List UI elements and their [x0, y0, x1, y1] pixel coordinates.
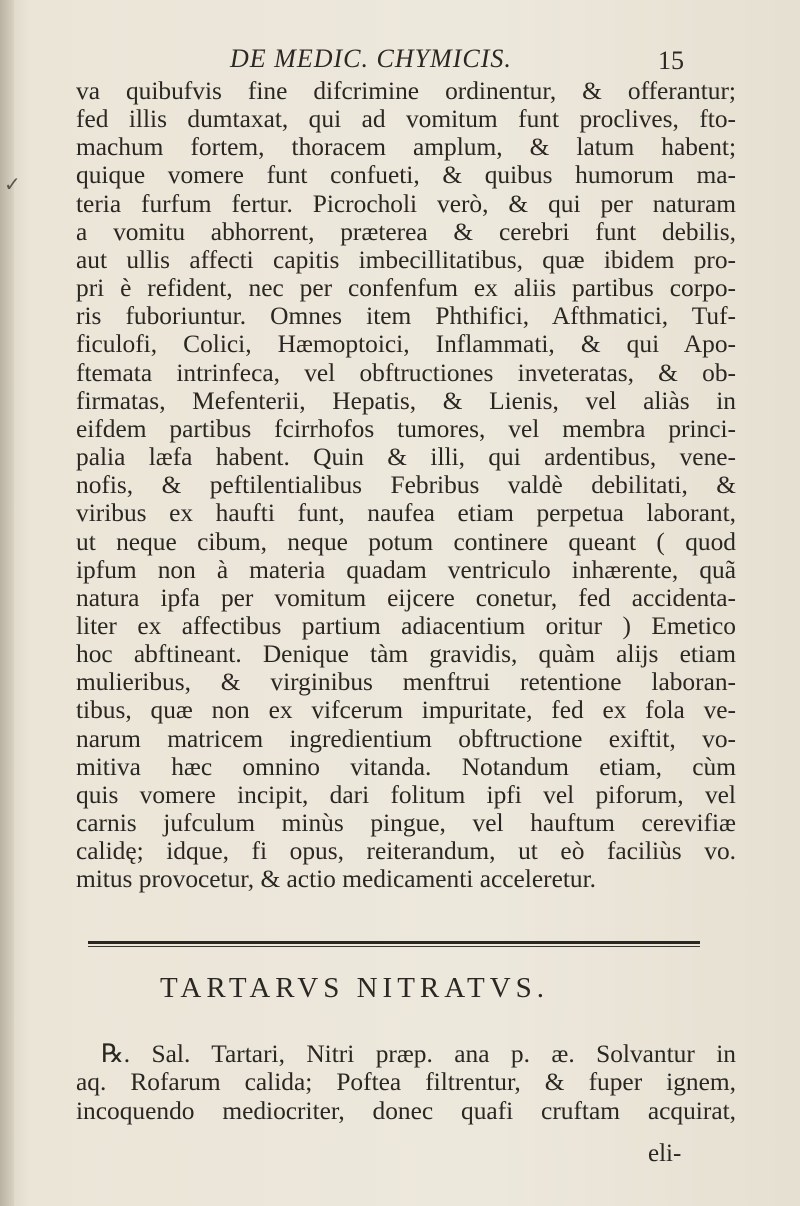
text-line: natura ipfa per vomitum eijcere conetur, fed accidenta-: [76, 583, 736, 612]
text-line: ipfum non à materia quadam ventriculo inhærente, quã: [76, 555, 736, 584]
text-line: ris fuboriuntur. Omnes item Phthifici, Afthmatici, Tuf-: [76, 302, 736, 331]
text-line: fed illis dumtaxat, qui ad vomitum funt proclives, fto-: [76, 105, 736, 134]
text-line: quique vomere funt confueti, & quibus humorum ma-: [76, 161, 736, 190]
text-line: narum matricem ingredientium obftructione exiftit, vo-: [76, 724, 736, 753]
section-divider-rule: [88, 941, 700, 944]
body-text: [76, 77, 736, 894]
text-line: ftemata intrinfeca, vel obftructiones inveteratas, & ob-: [76, 358, 736, 387]
recipe-line: incoquendo mediocriter, donec quafi cruftam acquirat,: [76, 1096, 736, 1125]
text-line: machum fortem, thoracem amplum, & latum habent;: [76, 133, 736, 162]
text-line: ut neque cibum, neque potum continere queant ( quod: [76, 527, 736, 556]
text-line: ficulofi, Colici, Hæmoptoici, Inflammati, & qui Apo-: [76, 330, 736, 359]
text-line: nofis, & peftilentialibus Febribus valdè debilitati, &: [76, 471, 736, 500]
text-line: tibus, quæ non ex vifcerum impuritate, fed ex fola ve-: [76, 696, 736, 725]
text-line: liter ex affectibus partium adiacentium oritur ) Emetico: [76, 611, 736, 640]
text-line: teria furfum fertur. Picrocholi verò, & qui per naturam: [76, 189, 736, 218]
text-line: quis vomere incipit, dari folitum ipfi vel piforum, vel: [76, 780, 736, 809]
text-line: a vomitu abhorrent, præterea & cerebri funt debilis,: [76, 217, 736, 246]
text-line: eifdem partibus fcirrhofos tumores, vel membra princi-: [76, 414, 736, 443]
recipe-line: ℞. Sal. Tartari, Nitri præp. ana p. æ. Solvantur in: [101, 1040, 736, 1068]
running-head: DE MEDIC. CHYMICIS.: [230, 44, 512, 73]
text-line: mitus provocetur, & actio medicamenti acceleretur.: [76, 865, 596, 894]
text-line: pri è refident, nec per confenfum ex aliis partibus corpo-: [76, 274, 736, 303]
text-line: hoc abftineant. Denique tàm gravidis, quàm alijs etiam: [76, 640, 736, 669]
text-line: aut ullis affecti capitis imbecillitatibus, quæ ibidem pro-: [76, 245, 736, 274]
catchword: eli-: [648, 1140, 682, 1167]
text-line: firmatas, Mefenterii, Hepatis, & Lienis, vel aliàs in: [76, 386, 736, 415]
page-number: 15: [658, 46, 684, 75]
recipe-line: aq. Rofarum calida; Poftea filtrentur, & fuper ignem,: [76, 1068, 736, 1097]
text-line: va quibufvis fine difcrimine ordinentur, & offerantur;: [76, 77, 736, 105]
text-line: mulieribus, & virginibus menftrui retentione laboran-: [76, 668, 736, 697]
section-heading: TARTARVS NITRATVS.: [160, 972, 550, 1004]
text-line: mitiva hæc omnino vitanda. Notandum etiam, cùm: [76, 752, 736, 781]
recipe-text: [76, 1040, 736, 1125]
text-line: carnis jufculum minùs pingue, vel hauftum cerevifiæ: [76, 809, 736, 838]
text-line: palia læfa habent. Quin & illi, qui ardentibus, vene-: [76, 443, 736, 472]
text-line: viribus ex haufti funt, naufea etiam perpetua laborant,: [76, 499, 736, 528]
text-line: calidę; idque, fi opus, reiterandum, ut eò faciliùs vo.: [76, 837, 736, 866]
margin-check-mark: ✓: [4, 172, 21, 196]
